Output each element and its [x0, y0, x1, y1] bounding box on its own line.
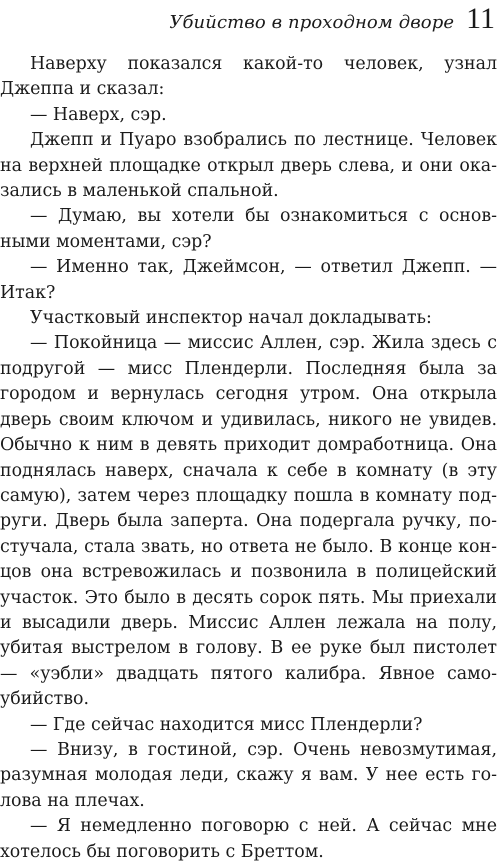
- paragraph: — Именно так, Джеймсон, — ответил Джепп. — Итак?: [0, 257, 497, 303]
- body-text: [0, 52, 497, 865]
- paragraph: — Думаю, вы хотели бы ознакомиться с основными моментами, сэр?: [0, 206, 497, 252]
- paragraph: Наверху показался какой-то человек, узнал Джеппа и сказал:: [0, 54, 497, 100]
- paragraph: Участковый инспектор начал докладывать:: [30, 308, 432, 329]
- running-title: Убийство в проходном дворе: [169, 12, 455, 33]
- paragraph: — Наверх, сэр.: [30, 104, 167, 125]
- paragraph: — Внизу, в гостиной, сэр. Очень невозмутимая, разумная молодая леди, скажу я вам. У нее есть голова на плечах.: [0, 739, 497, 811]
- paragraph: — Покойница — миссис Аллен, сэр. Жила здесь с подругой — мисс Плендерли. Последняя была за городом и вернулась сегодня утром. Она открыла дверь своим ключом и удивилась, никого не увидев. Обычно к ним в девять приходит домработница. Она поднялась наверх, сначала к себе в комнату (в эту самую), затем через площадку пошла в комнату подруги. Дверь была заперта. Она подергала ручку, постучала, стала звать, но ответа не было. В конце концов она встревожилась и позвонила в полицейский участок. Это было в десять сорок пять. Мы приехали и высадили дверь. Миссис Аллен лежала на полу, убитая выстрелом в голову. В ее руке был пистолет — «уэбли» двадцать пятого калибра. Явное самоубийство.: [0, 333, 497, 710]
- paragraph: — Я немедленно поговорю с ней. А сейчас мне хотелось бы поговорить с Бреттом.: [0, 816, 497, 862]
- paragraph: — Где сейчас находится мисс Плендерли?: [30, 714, 423, 735]
- paragraph: Джепп и Пуаро взобрались по лестнице. Человек на верхней площадке открыл дверь слева, и они оказались в маленькой спальной.: [0, 130, 497, 202]
- running-head: [0, 4, 495, 44]
- page-number: 11: [466, 2, 495, 35]
